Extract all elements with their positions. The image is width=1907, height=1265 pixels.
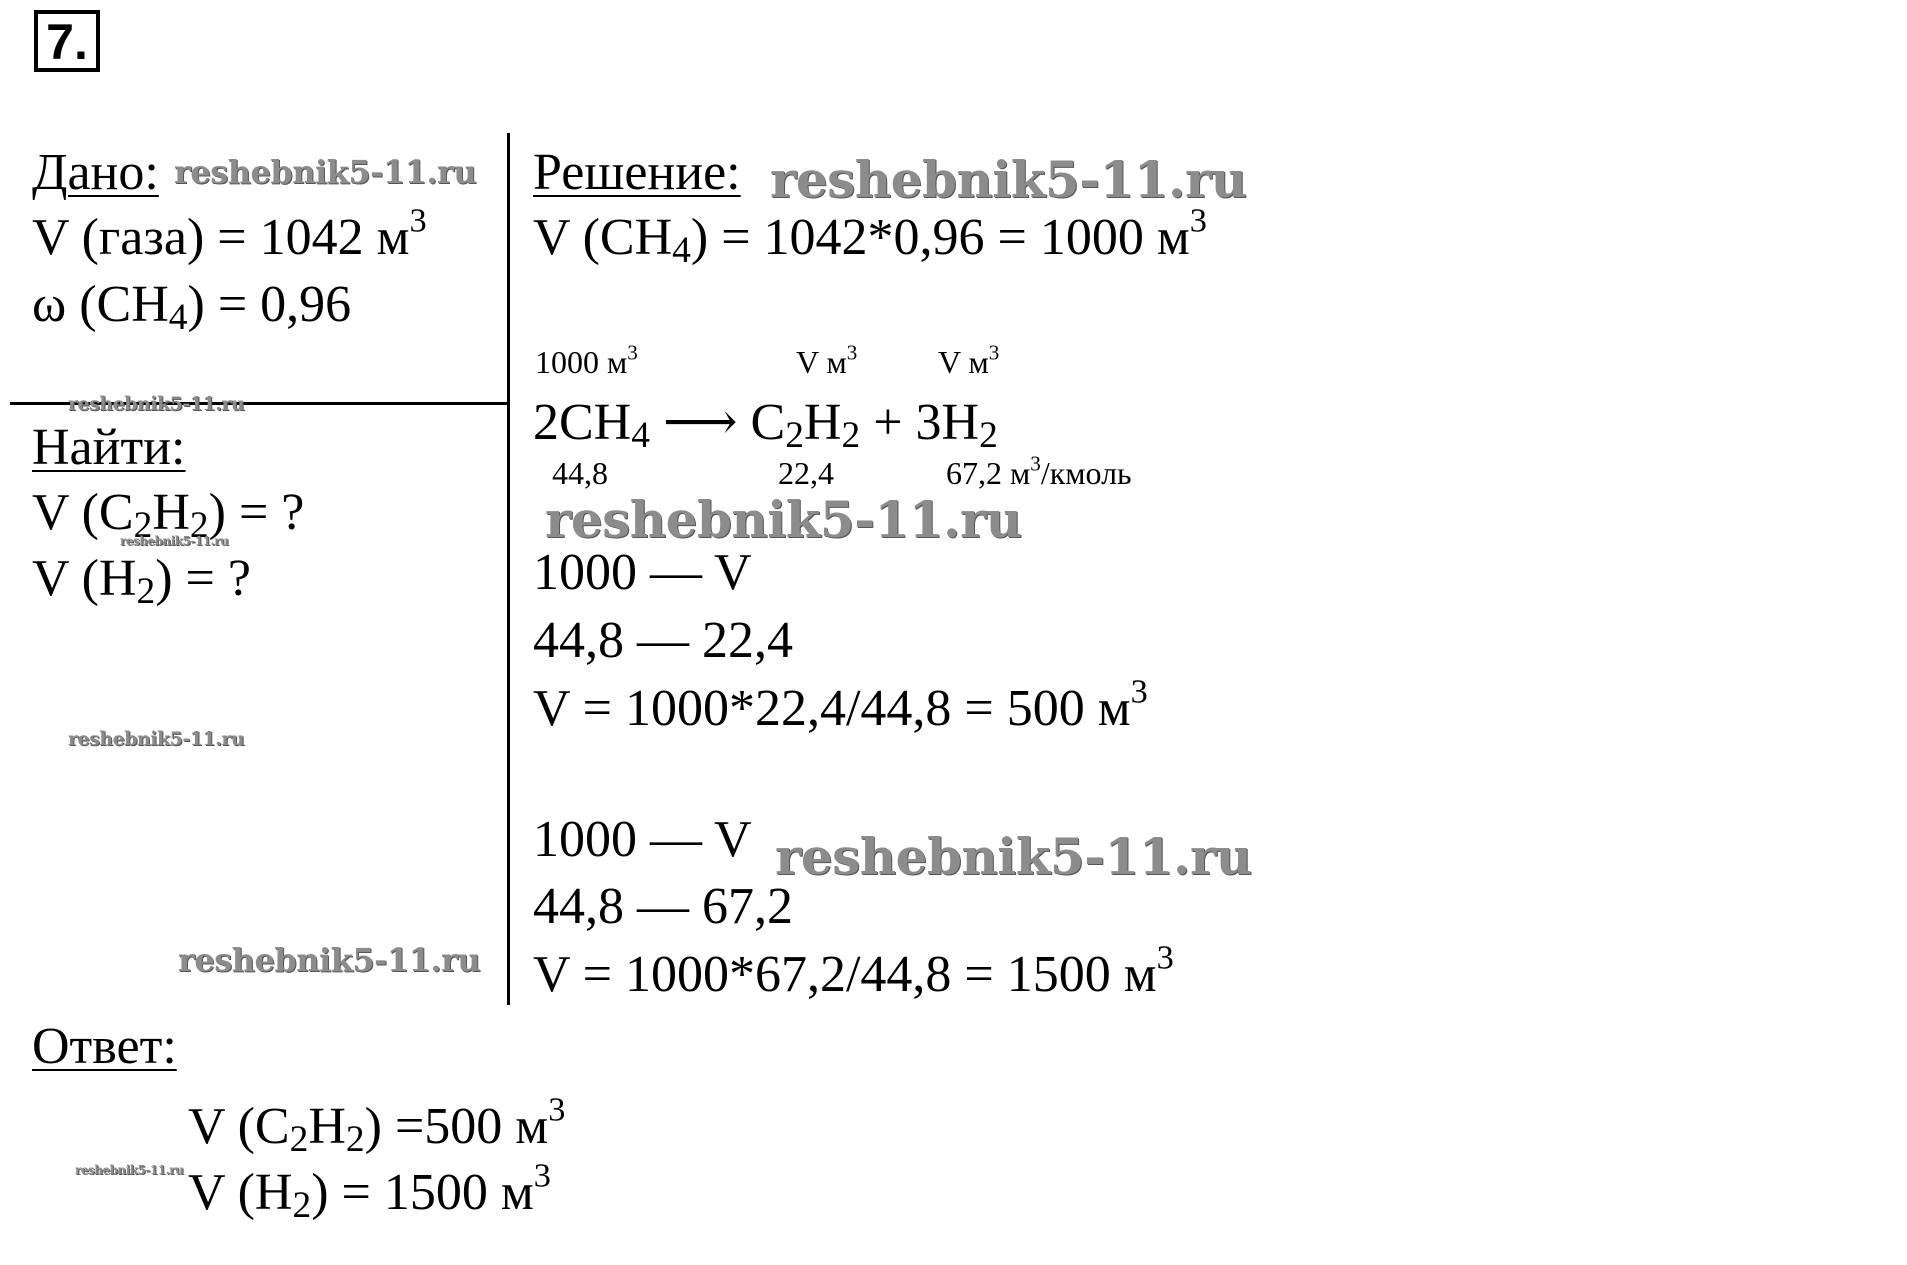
proportion2-result: V = 1000*67,2/44,8 = 1500 $м^3$ bbox=[533, 938, 1174, 1003]
problem-number: 7. bbox=[34, 10, 100, 72]
proportion1-line1: 1000 — V bbox=[533, 544, 752, 601]
proportion2-line1: 1000 — V bbox=[533, 811, 752, 868]
watermark: reshebnik5-11.ru bbox=[75, 1163, 184, 1177]
find-hydrogen-volume: V $(H_2)$ = ? bbox=[32, 550, 251, 613]
watermark: reshebnik5-11.ru bbox=[178, 941, 481, 979]
watermark: reshebnik5-11.ru bbox=[775, 827, 1252, 886]
given-methane-fraction: ω $(CH_4) = 0,96$ bbox=[32, 276, 352, 339]
solution-heading: Решение: bbox=[533, 144, 741, 201]
watermark: reshebnik5-11.ru bbox=[545, 490, 1022, 549]
find-heading: Найти: bbox=[32, 419, 186, 476]
solution-methane-volume: V $(CH_4) = 1042*0,96 = 1000$ $м^3$ bbox=[533, 201, 1207, 272]
proportion1-line2: 44,8 — 22,4 bbox=[533, 612, 793, 669]
watermark: reshebnik5-11.ru bbox=[120, 534, 229, 548]
equation-above-hydrogen: V $м^3$ bbox=[938, 340, 1000, 380]
answer-heading: Ответ: bbox=[32, 1018, 177, 1075]
equation-above-methane: 1000 $м^3$ bbox=[535, 340, 638, 380]
reaction-equation: $2CH_4$ ⟶ $C_2H_2 + 3H_2$ bbox=[533, 394, 998, 457]
watermark: reshebnik5-11.ru bbox=[174, 153, 477, 191]
vertical-divider bbox=[507, 133, 510, 1005]
given-gas-volume: V (газа) = 1042 $м^3$ bbox=[32, 201, 427, 266]
equation-above-acetylene: V $м^3$ bbox=[796, 340, 858, 380]
watermark: reshebnik5-11.ru bbox=[68, 393, 245, 415]
answer-acetylene: V $(C_2H_2) =500$ $м^3$ bbox=[188, 1090, 566, 1161]
proportion2-line2: 44,8 — 67,2 bbox=[533, 878, 793, 935]
find-acetylene-volume: V $(C_2H_2)$ = ? bbox=[32, 484, 305, 547]
watermark: reshebnik5-11.ru bbox=[770, 150, 1247, 209]
watermark: reshebnik5-11.ru bbox=[68, 728, 245, 750]
equation-below-methane: 44,8 bbox=[552, 455, 608, 491]
answer-hydrogen: V $(H_2) = 1500$ $м^3$ bbox=[188, 1156, 551, 1227]
equation-below-acetylene: 22,4 bbox=[778, 455, 834, 491]
given-heading: Дано: bbox=[32, 144, 159, 201]
equation-below-hydrogen: 67,2 $м^3$/кмоль bbox=[946, 451, 1132, 491]
proportion1-result: V = 1000*22,4/44,8 = 500 $м^3$ bbox=[533, 672, 1148, 737]
